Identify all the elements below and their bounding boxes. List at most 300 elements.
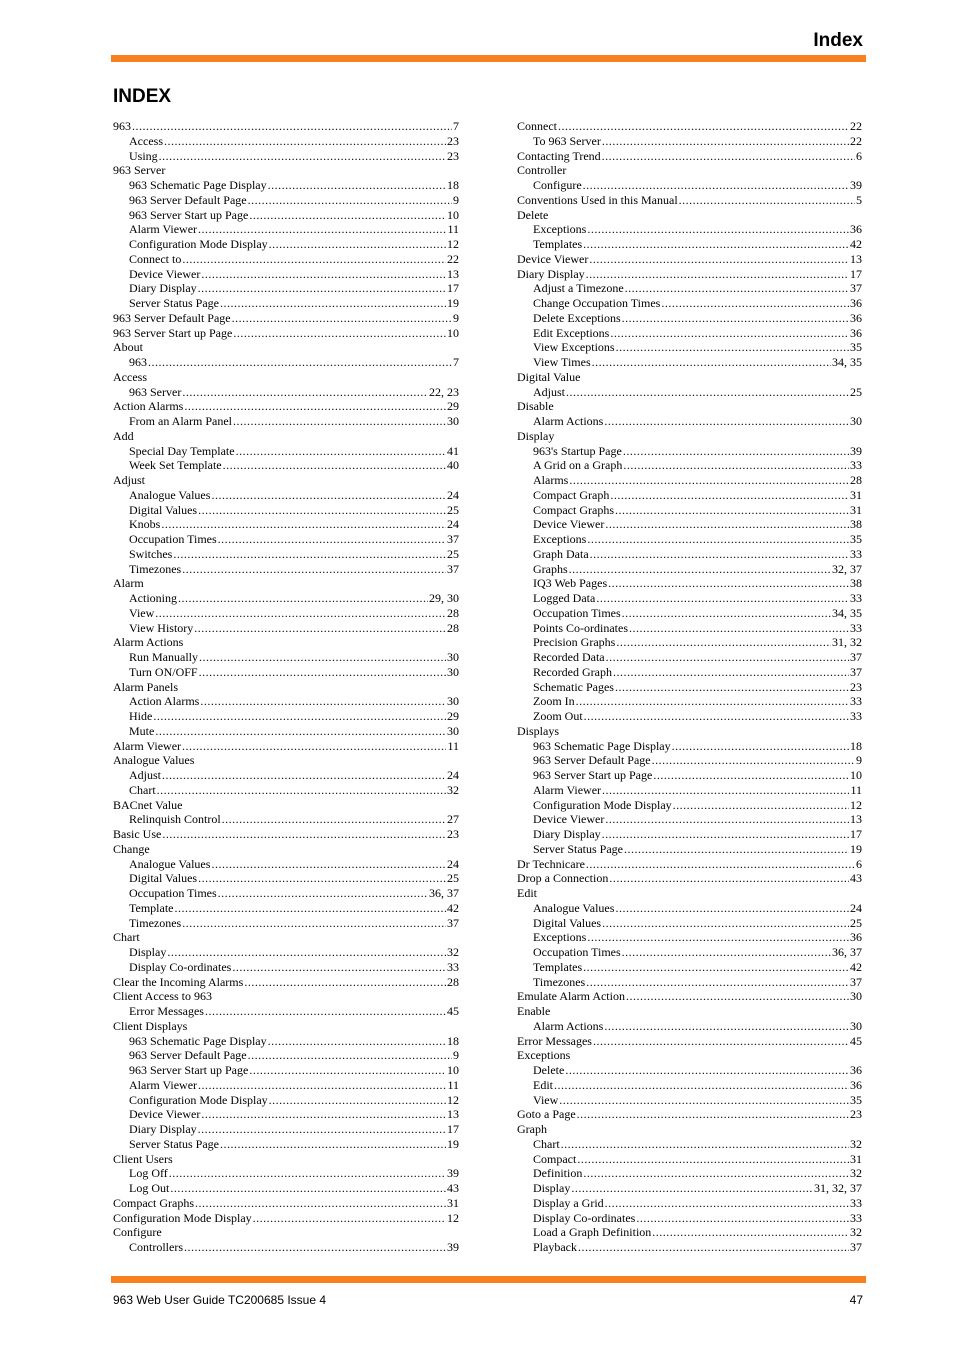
index-entry bbox=[517, 989, 862, 1004]
dot-leader bbox=[602, 149, 855, 164]
dot-leader bbox=[220, 296, 446, 311]
dot-leader bbox=[173, 547, 446, 562]
index-subentry bbox=[113, 296, 459, 311]
dot-leader bbox=[236, 444, 446, 459]
index-term: Digital Values bbox=[129, 502, 198, 517]
dot-leader bbox=[178, 591, 428, 606]
index-term: Exceptions bbox=[517, 1048, 571, 1063]
index-page-ref: 23 bbox=[447, 133, 459, 148]
index-entry bbox=[113, 842, 459, 857]
index-page-ref: 12 bbox=[447, 1092, 459, 1107]
index-term: Display bbox=[533, 1181, 571, 1195]
index-page-ref: 35 bbox=[850, 340, 862, 355]
index-page-ref: 25 bbox=[850, 915, 862, 930]
index-term: View Exceptions bbox=[533, 340, 615, 355]
index-term: Configure bbox=[113, 1225, 162, 1240]
dot-leader bbox=[672, 739, 849, 754]
index-page-ref: 24 bbox=[447, 487, 459, 502]
dot-leader bbox=[253, 1211, 446, 1226]
dot-leader bbox=[559, 1093, 849, 1108]
index-subentry bbox=[113, 355, 459, 370]
index-subentry bbox=[517, 1078, 862, 1093]
index-page-ref: 19 bbox=[850, 841, 862, 856]
index-page-ref: 31 bbox=[850, 502, 862, 517]
index-term: Alarm Viewer bbox=[113, 738, 182, 753]
index-page-ref: 29, 30 bbox=[429, 591, 459, 605]
index-entry bbox=[517, 886, 862, 901]
index-term: Run Manually bbox=[129, 650, 198, 664]
index-term: Dr Technicare bbox=[517, 856, 585, 871]
index-subentry bbox=[113, 783, 459, 798]
index-page-ref: 37 bbox=[850, 1240, 862, 1254]
dot-leader bbox=[673, 798, 849, 813]
index-subentry bbox=[113, 1166, 459, 1181]
dot-leader bbox=[605, 1196, 849, 1211]
index-subentry bbox=[113, 857, 459, 872]
dot-leader bbox=[569, 562, 831, 577]
index-page-ref: 10 bbox=[850, 768, 862, 782]
index-subentry bbox=[517, 178, 862, 193]
index-term: Diary Display bbox=[129, 281, 197, 296]
index-page-ref: 19 bbox=[447, 296, 459, 310]
index-page-ref: 36, 37 bbox=[832, 945, 862, 959]
index-subentry bbox=[113, 532, 459, 547]
index-term: View bbox=[533, 1092, 559, 1107]
page-title: INDEX bbox=[113, 86, 172, 107]
index-term: Enable bbox=[517, 1004, 551, 1018]
index-page-ref: 25 bbox=[850, 384, 862, 399]
index-subentry bbox=[517, 1063, 862, 1078]
index-subentry bbox=[113, 768, 459, 783]
dot-leader bbox=[661, 296, 849, 311]
index-term: Contacting Trend bbox=[517, 148, 601, 163]
index-page-ref: 39 bbox=[850, 178, 862, 192]
dot-leader bbox=[169, 1166, 446, 1181]
dot-leader bbox=[584, 709, 849, 724]
index-page-ref: 45 bbox=[447, 1004, 459, 1018]
index-page-ref: 28 bbox=[447, 974, 459, 989]
index-subentry bbox=[113, 385, 459, 400]
index-term: Displays bbox=[517, 723, 559, 738]
index-subentry bbox=[517, 930, 862, 945]
dot-leader bbox=[184, 1240, 446, 1255]
index-subentry bbox=[113, 547, 459, 562]
index-term: Change Occupation Times bbox=[533, 296, 661, 310]
dot-leader bbox=[232, 311, 452, 326]
index-subentry bbox=[517, 1240, 862, 1255]
dot-leader bbox=[605, 812, 849, 827]
index-term: Server Status Page bbox=[129, 1136, 219, 1151]
index-entry bbox=[113, 1152, 459, 1167]
index-term: Timezones bbox=[129, 915, 182, 930]
dot-leader bbox=[602, 134, 849, 149]
index-term: Display bbox=[517, 428, 555, 443]
index-term: About bbox=[113, 340, 143, 355]
index-page-ref: 32 bbox=[447, 782, 459, 797]
index-entry bbox=[113, 370, 459, 385]
index-term: Display Co-ordinates bbox=[129, 959, 232, 974]
index-subentry bbox=[113, 562, 459, 577]
dot-leader bbox=[625, 281, 849, 296]
index-term: Diary Display bbox=[533, 827, 601, 841]
index-term: Configuration Mode Display bbox=[129, 237, 268, 251]
index-page-ref: 42 bbox=[850, 959, 862, 974]
index-subentry bbox=[113, 1034, 459, 1049]
index-page-ref: 33 bbox=[850, 1210, 862, 1225]
index-term: Graphs bbox=[533, 561, 568, 576]
index-subentry bbox=[517, 635, 862, 650]
index-term: Configuration Mode Display bbox=[129, 1092, 268, 1107]
index-term: 963 Schematic Page Display bbox=[533, 738, 671, 753]
index-page-ref: 37 bbox=[447, 915, 459, 930]
index-entry bbox=[517, 399, 862, 414]
index-term: Delete bbox=[517, 207, 549, 222]
dot-leader bbox=[194, 621, 446, 636]
index-term: Chart bbox=[129, 782, 156, 797]
index-page-ref: 30 bbox=[447, 664, 459, 679]
index-subentry bbox=[517, 222, 862, 237]
index-subentry bbox=[517, 812, 862, 827]
dot-leader bbox=[561, 1137, 849, 1152]
index-page-ref: 9 bbox=[453, 192, 459, 207]
index-term: Load a Graph Definition bbox=[533, 1225, 652, 1240]
index-page-ref: 7 bbox=[453, 355, 459, 369]
index-page-ref: 33 bbox=[850, 1195, 862, 1210]
index-page-ref: 33 bbox=[850, 620, 862, 635]
dot-leader bbox=[218, 532, 446, 547]
index-subentry bbox=[517, 134, 862, 149]
dot-leader bbox=[608, 576, 849, 591]
dot-leader bbox=[586, 267, 849, 282]
dot-leader bbox=[604, 414, 849, 429]
index-entry bbox=[517, 1048, 862, 1063]
index-term: Graph Data bbox=[533, 546, 589, 561]
index-subentry bbox=[113, 812, 459, 827]
dot-leader bbox=[576, 694, 849, 709]
dot-leader bbox=[244, 975, 446, 990]
index-subentry bbox=[113, 222, 459, 237]
index-term: 963 Server Default Page bbox=[129, 192, 247, 207]
index-term: Zoom In bbox=[533, 694, 575, 709]
dot-leader bbox=[199, 665, 446, 680]
index-subentry bbox=[517, 1166, 862, 1181]
dot-leader bbox=[182, 916, 446, 931]
dot-leader bbox=[577, 1107, 849, 1122]
index-page-ref: 22 bbox=[850, 119, 862, 133]
index-subentry bbox=[113, 414, 459, 429]
index-term: Alarm Actions bbox=[533, 1018, 604, 1033]
dot-leader bbox=[153, 709, 446, 724]
dot-leader bbox=[589, 252, 849, 267]
index-page-ref: 12 bbox=[850, 797, 862, 812]
dot-leader bbox=[218, 886, 428, 901]
index-entry bbox=[517, 1107, 862, 1122]
index-page-ref: 25 bbox=[447, 546, 459, 561]
index-page-ref: 45 bbox=[850, 1033, 862, 1048]
index-term: A Grid on a Graph bbox=[533, 458, 623, 473]
index-subentry bbox=[517, 1152, 862, 1167]
index-subentry bbox=[517, 1225, 862, 1240]
index-page-ref: 38 bbox=[850, 576, 862, 591]
index-page-ref: 42 bbox=[850, 237, 862, 251]
index-entry bbox=[517, 1122, 862, 1137]
index-page-ref: 12 bbox=[447, 237, 459, 251]
dot-leader bbox=[248, 193, 452, 208]
index-page-ref: 32 bbox=[850, 1166, 862, 1181]
dot-leader bbox=[182, 385, 428, 400]
index-page-ref: 28 bbox=[447, 605, 459, 620]
index-term: Switches bbox=[129, 546, 173, 561]
dot-leader bbox=[554, 1078, 849, 1093]
index-page-ref: 33 bbox=[850, 591, 862, 605]
index-term: 963 Server bbox=[129, 384, 182, 399]
dot-leader bbox=[583, 1166, 849, 1181]
index-page-ref: 13 bbox=[850, 812, 862, 827]
index-term: 963 bbox=[129, 355, 147, 369]
index-page-ref: 35 bbox=[850, 532, 862, 546]
dot-leader bbox=[652, 753, 855, 768]
index-term: Configure bbox=[533, 178, 582, 192]
index-page-ref: 9 bbox=[453, 1048, 459, 1063]
index-subentry bbox=[113, 517, 459, 532]
index-page-ref: 34, 35 bbox=[832, 355, 862, 369]
index-subentry bbox=[113, 916, 459, 931]
index-page-ref: 9 bbox=[856, 753, 862, 768]
index-term: Precision Graphs bbox=[533, 635, 616, 650]
index-page-ref: 18 bbox=[447, 1033, 459, 1048]
index-subentry bbox=[517, 326, 862, 341]
index-page-ref: 32 bbox=[850, 1136, 862, 1151]
index-page-ref: 13 bbox=[447, 266, 459, 281]
dot-leader bbox=[602, 827, 849, 842]
index-term: Actioning bbox=[129, 591, 177, 605]
index-entry bbox=[113, 163, 459, 178]
index-subentry bbox=[113, 650, 459, 665]
index-term: View Times bbox=[533, 355, 591, 369]
index-subentry bbox=[113, 488, 459, 503]
index-page-ref: 39 bbox=[850, 443, 862, 458]
index-term: Server Status Page bbox=[533, 841, 623, 856]
index-term: Occupation Times bbox=[129, 532, 217, 546]
index-page-ref: 11 bbox=[447, 1077, 459, 1092]
index-page-ref: 32 bbox=[447, 945, 459, 959]
index-term: Occupation Times bbox=[129, 886, 217, 900]
index-entry bbox=[517, 163, 862, 178]
index-entry bbox=[517, 252, 862, 267]
index-subentry bbox=[113, 694, 459, 709]
index-subentry bbox=[517, 517, 862, 532]
dot-leader bbox=[616, 635, 831, 650]
index-page-ref: 32, 37 bbox=[832, 561, 862, 576]
index-entry bbox=[517, 1034, 862, 1049]
index-term: 963 Server Start up Page bbox=[129, 1063, 249, 1077]
index-subentry bbox=[517, 960, 862, 975]
dot-leader bbox=[222, 812, 446, 827]
index-term: 963 bbox=[113, 119, 131, 133]
index-term: Access bbox=[113, 369, 147, 384]
dot-leader bbox=[604, 1019, 849, 1034]
index-subentry bbox=[113, 621, 459, 636]
index-term: Alarm Viewer bbox=[129, 222, 198, 237]
index-term: Exceptions bbox=[533, 532, 587, 546]
index-page-ref: 24 bbox=[447, 768, 459, 782]
index-entry bbox=[517, 857, 862, 872]
dot-leader bbox=[609, 871, 849, 886]
index-page-ref: 36 bbox=[850, 1063, 862, 1077]
index-term: Week Set Template bbox=[129, 458, 222, 473]
index-page-ref: 17 bbox=[850, 827, 862, 841]
dot-leader bbox=[592, 355, 831, 370]
index-subentry bbox=[113, 503, 459, 518]
index-term: Device Viewer bbox=[533, 812, 605, 827]
dot-leader bbox=[223, 458, 446, 473]
index-term: Timezones bbox=[533, 974, 586, 989]
index-subentry bbox=[113, 886, 459, 901]
index-entry bbox=[517, 370, 862, 385]
index-subentry bbox=[517, 458, 862, 473]
dot-leader bbox=[577, 1152, 849, 1167]
index-term: Mute bbox=[129, 723, 155, 738]
index-term: Error Messages bbox=[517, 1033, 592, 1048]
index-term: Configuration Mode Display bbox=[533, 797, 672, 812]
dot-leader bbox=[583, 178, 849, 193]
index-page-ref: 37 bbox=[447, 561, 459, 576]
index-term: Templates bbox=[533, 959, 583, 974]
index-subentry bbox=[113, 1122, 459, 1137]
index-term: Adjust bbox=[533, 384, 566, 399]
dot-leader bbox=[249, 208, 446, 223]
dot-leader bbox=[161, 517, 446, 532]
index-term: Basic Use bbox=[113, 827, 162, 841]
index-page-ref: 33 bbox=[850, 709, 862, 723]
dot-leader bbox=[220, 1137, 446, 1152]
index-term: Controllers bbox=[129, 1240, 183, 1254]
index-term: Drop a Connection bbox=[517, 871, 609, 886]
dot-leader bbox=[174, 901, 446, 916]
dot-leader bbox=[571, 1181, 813, 1196]
index-subentry bbox=[113, 444, 459, 459]
index-term: Analogue Values bbox=[533, 900, 615, 915]
dot-leader bbox=[155, 724, 446, 739]
index-entry bbox=[517, 208, 862, 223]
dot-leader bbox=[155, 606, 446, 621]
index-subentry bbox=[517, 783, 862, 798]
index-term: Relinquish Control bbox=[129, 812, 221, 827]
index-entry bbox=[113, 753, 459, 768]
index-term: Compact Graph bbox=[533, 487, 610, 502]
index-entry bbox=[113, 1019, 459, 1034]
index-term: Edit bbox=[517, 886, 537, 900]
index-term: Configuration Mode Display bbox=[113, 1210, 252, 1225]
dot-leader bbox=[586, 857, 855, 872]
index-subentry bbox=[517, 1137, 862, 1152]
index-entry bbox=[113, 311, 459, 326]
dot-leader bbox=[198, 1122, 446, 1137]
index-entry bbox=[517, 871, 862, 886]
dot-leader bbox=[198, 222, 446, 237]
index-page-ref: 37 bbox=[447, 532, 459, 546]
index-page-ref: 28 bbox=[447, 620, 459, 635]
index-page-ref: 36 bbox=[850, 1077, 862, 1092]
dot-leader bbox=[233, 414, 446, 429]
index-term: To 963 Server bbox=[533, 133, 601, 148]
dot-leader bbox=[195, 1196, 446, 1211]
index-term: Recorded Graph bbox=[533, 664, 612, 679]
dot-leader bbox=[622, 945, 831, 960]
index-term: Connect bbox=[517, 119, 557, 133]
index-page-ref: 13 bbox=[447, 1107, 459, 1122]
dot-leader bbox=[623, 444, 849, 459]
index-page-ref: 31, 32, 37 bbox=[814, 1181, 862, 1195]
index-entry bbox=[517, 429, 862, 444]
index-term: View bbox=[129, 605, 155, 620]
index-term: Digital Values bbox=[129, 871, 198, 886]
dot-leader bbox=[616, 340, 849, 355]
dot-leader bbox=[170, 1181, 446, 1196]
index-column-right bbox=[517, 119, 862, 1255]
index-entry bbox=[113, 576, 459, 591]
index-term: 963 Schematic Page Display bbox=[129, 178, 267, 192]
dot-leader bbox=[590, 547, 849, 562]
index-term: Add bbox=[113, 428, 134, 443]
index-subentry bbox=[517, 547, 862, 562]
index-entry bbox=[113, 989, 459, 1004]
index-page-ref: 18 bbox=[447, 178, 459, 192]
index-page-ref: 17 bbox=[850, 266, 862, 281]
index-page-ref: 32 bbox=[850, 1225, 862, 1240]
dot-leader bbox=[148, 355, 452, 370]
index-page-ref: 42 bbox=[447, 900, 459, 915]
dot-leader bbox=[198, 871, 446, 886]
index-entry bbox=[113, 340, 459, 355]
index-page-ref: 31 bbox=[850, 487, 862, 502]
footer-document-title: 963 Web User Guide TC200685 Issue 4 bbox=[113, 1293, 327, 1307]
index-subentry bbox=[113, 281, 459, 296]
dot-leader bbox=[587, 532, 849, 547]
index-subentry bbox=[517, 562, 862, 577]
index-subentry bbox=[113, 871, 459, 886]
index-term: 963 Schematic Page Display bbox=[129, 1033, 267, 1048]
index-term: Template bbox=[129, 900, 174, 915]
index-term: Templates bbox=[533, 237, 583, 251]
index-page-ref: 39 bbox=[447, 1240, 459, 1254]
index-term: Device Viewer bbox=[129, 266, 201, 281]
dot-leader bbox=[558, 119, 849, 134]
index-page-ref: 29 bbox=[447, 399, 459, 414]
index-term: Controller bbox=[517, 163, 567, 178]
index-subentry bbox=[113, 237, 459, 252]
dot-leader bbox=[201, 1107, 446, 1122]
index-term: Client Access to 963 bbox=[113, 989, 212, 1004]
index-entry bbox=[517, 193, 862, 208]
index-page-ref: 36 bbox=[850, 310, 862, 325]
index-entry bbox=[113, 827, 459, 842]
index-term: Device Viewer bbox=[517, 251, 589, 266]
index-page-ref: 30 bbox=[850, 989, 862, 1004]
index-page-ref: 31, 32 bbox=[832, 635, 862, 650]
index-term: Alarm bbox=[113, 576, 144, 591]
index-entry bbox=[113, 473, 459, 488]
index-page-ref: 11 bbox=[447, 738, 459, 753]
dot-leader bbox=[626, 989, 849, 1004]
index-entry bbox=[113, 1196, 459, 1211]
index-page-ref: 6 bbox=[856, 148, 862, 163]
index-subentry bbox=[517, 827, 862, 842]
index-term: Alarm Panels bbox=[113, 679, 178, 694]
index-page-ref: 10 bbox=[447, 325, 459, 340]
index-page-ref: 30 bbox=[447, 650, 459, 664]
index-term: Conventions Used in this Manual bbox=[517, 192, 678, 207]
